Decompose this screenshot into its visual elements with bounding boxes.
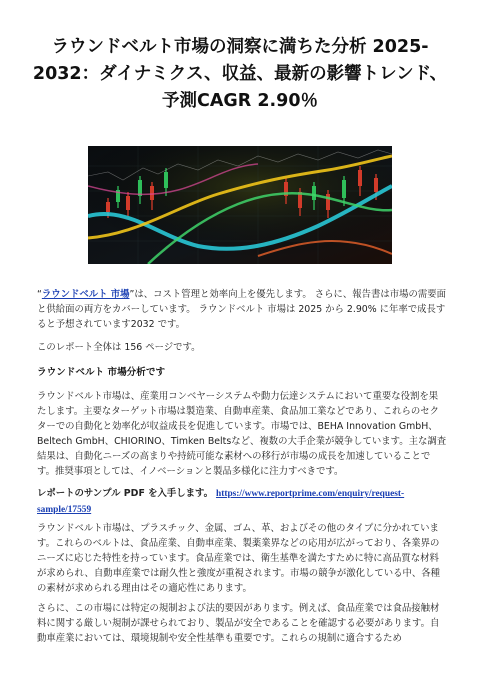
intro-text: ”は、コスト管理と効率向上を優先します。 さらに、報告書は市場の需要面と供給面の両方をカバーしています。 ラウンドベルト 市場は 2025 から 2.90% に年率で成長すると予想されています2032 です。 <box>37 289 446 330</box>
analysis-heading: ラウンドベルト 市場分析です <box>37 367 166 378</box>
page-title: ラウンドベルト市場の洞察に満ちた分析 2025-2032：ダイナミクス、収益、最新の影響トレンド、予測CAGR 2.90％ <box>32 37 448 111</box>
sample-url-link[interactable]: https://www.reportprime.com/enquiry/request-sample/17559 <box>37 489 405 515</box>
intro-paragraph <box>37 287 447 332</box>
market-link[interactable]: ラウンドベルト 市場 <box>41 289 130 300</box>
types-paragraph: ラウンドベルト市場は、プラスチック、金属、ゴム、革、およびその他のタイプに分かれています。これらのベルトは、食品産業、自動車産業、製薬業界などの応用が広がっており、各業界のニーズに応じた特性を持っています。食品産業では、衛生基準を満たすために特に高品質な材料が求められ、自動車産業では耐久性と強度が重視されます。市場の競争が激化している中、各種の素材が求められる理由はその適応性にあります。 <box>37 523 440 594</box>
hero-image <box>88 146 392 264</box>
page-count-line: このレポート全体は 156 ページです。 <box>37 342 201 353</box>
sample-paragraph <box>37 486 447 518</box>
analysis-paragraph: ラウンドベルト市場は、産業用コンベヤーシステムや動力伝達システムにおいて重要な役割を果たします。主要なターゲット市場は製造業、自動車産業、食品加工業などであり、これらのセクターでの自動化と効率化が収益成長を促進しています。市場では、BEHA Innovation GmbH、Beltech GmbH、CHIORINO、Timken Beltsなど、複数の大手企業が競争しています。主な調査結果は、自動化ニーズの高まりや持続可能な素材への移行が市場の成長を加速していることです。推奨事項としては、イノベーションと製品多様化に注力すべきです。 <box>37 391 447 477</box>
open-quote: “ <box>37 289 42 300</box>
sample-label: レポートのサンプル PDF を入手します。 <box>37 488 213 499</box>
regulation-paragraph: さらに、この市場には特定の規制および法的要因があります。例えば、食品産業では食品接触材料に関する厳しい規制が課せられており、製品が安全であることを確認する必要があります。自動車産業においては、環境規制や安全性基準も重要です。これらの規制に適合するため <box>37 603 440 644</box>
